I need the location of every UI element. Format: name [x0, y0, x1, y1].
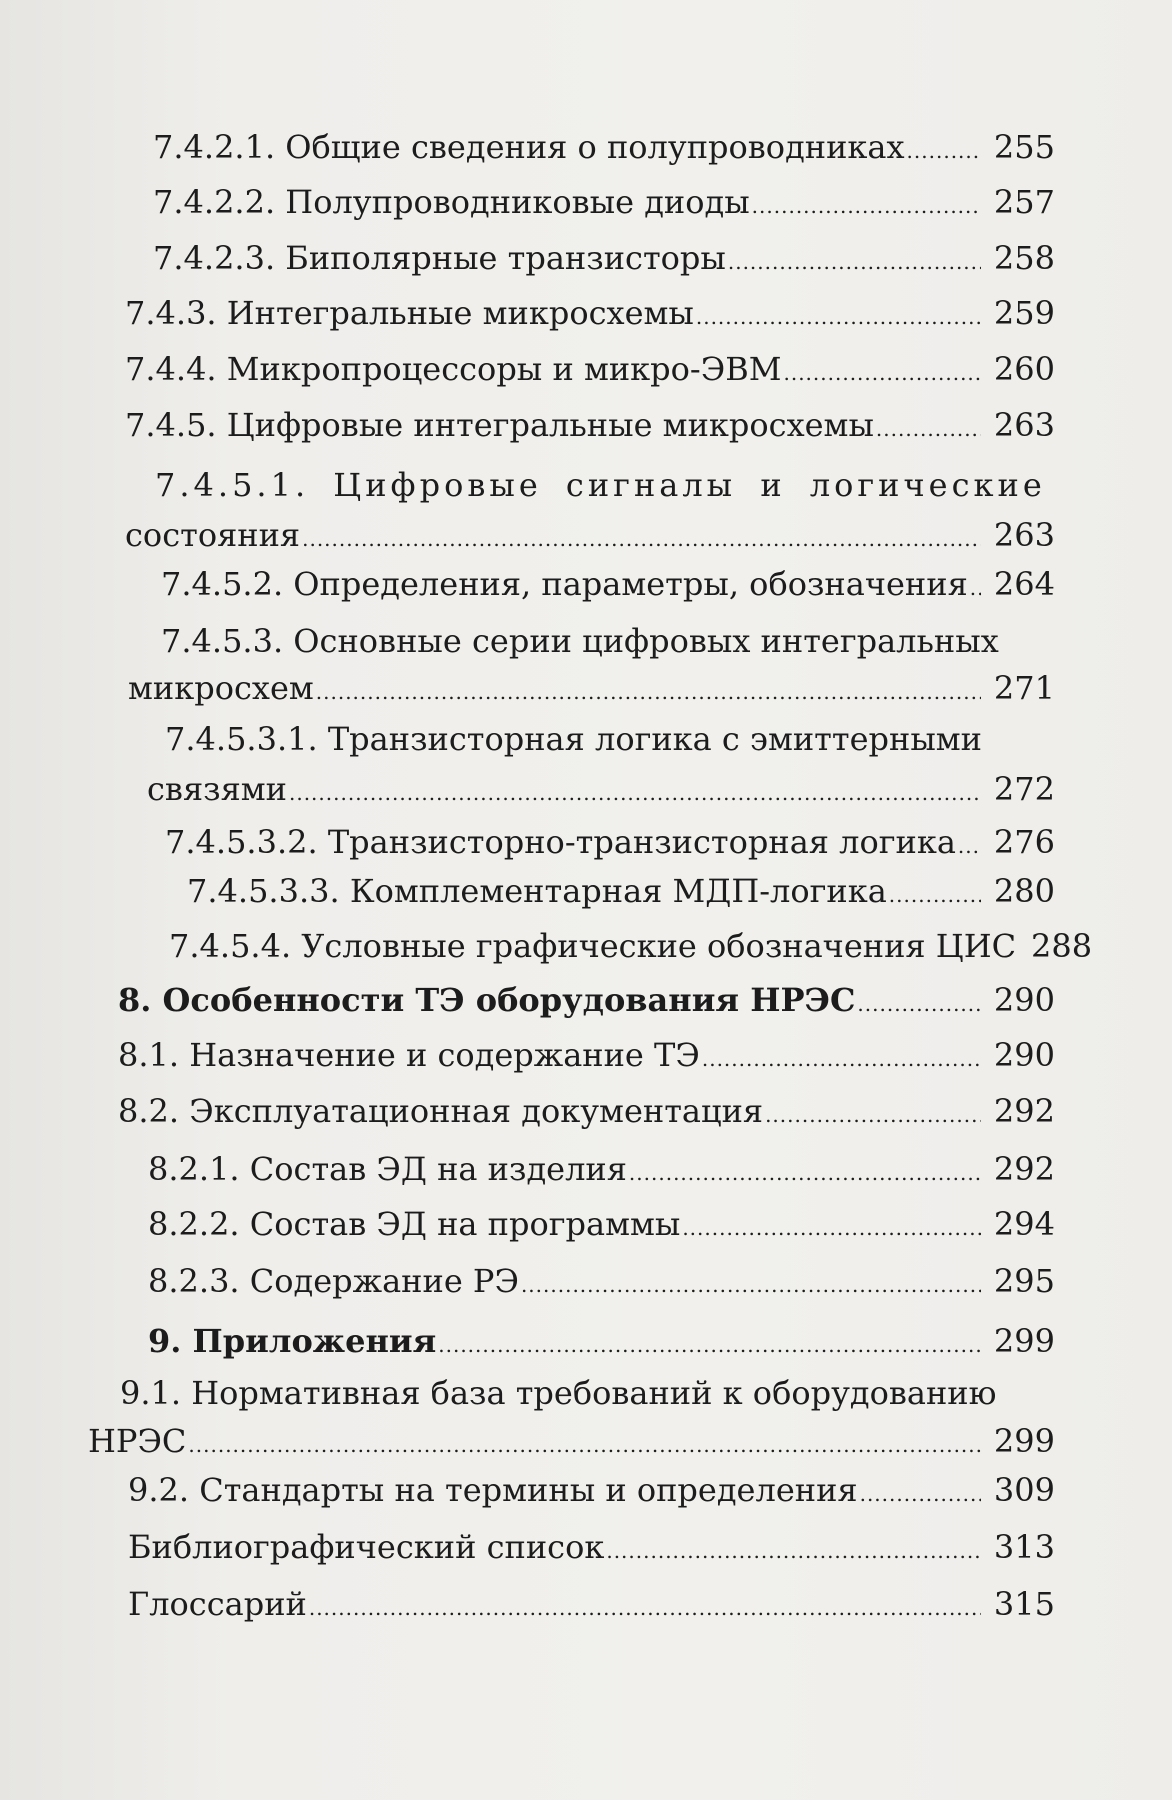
- toc-entry-first-line: 9.1. Нормативная база требований к оборудованию: [120, 1374, 997, 1412]
- toc-leader-dots: [970, 567, 981, 609]
- toc-leader-dots: [696, 296, 981, 338]
- toc-entry: [148, 1203, 1055, 1249]
- toc-page-number: 276: [993, 823, 1055, 861]
- toc-page-number: 295: [993, 1262, 1055, 1300]
- toc-page-number: 294: [993, 1205, 1055, 1243]
- toc-entry-first-line: 7.4.5.3. Основные серии цифровых интегральных: [161, 622, 999, 660]
- toc-page-number: 309: [993, 1471, 1055, 1509]
- toc-leader-dots: [606, 1530, 981, 1572]
- toc-entry-label: Библиографический список: [128, 1528, 605, 1566]
- toc-entry-label: 9.2. Стандарты на термины и определения: [128, 1471, 858, 1509]
- toc-entry-first-line: 7.4.5.1. Цифровые сигналы и логические: [155, 466, 1046, 504]
- toc-entry: [118, 1034, 1055, 1080]
- toc-leader-dots: [876, 408, 981, 450]
- toc-page-number: 299: [993, 1422, 1055, 1460]
- toc-entry-label: 8.2.1. Состав ЭД на изделия: [148, 1150, 627, 1188]
- toc-entry-label: 7.4.3. Интегральные микросхемы: [125, 294, 694, 332]
- toc-entry: [161, 563, 1055, 609]
- toc-entry: [153, 237, 1055, 283]
- toc-entry-label: НРЭС: [88, 1422, 187, 1460]
- toc-leader-dots: [309, 1587, 981, 1629]
- toc-entry: [125, 292, 1055, 338]
- toc-page-number: 292: [993, 1092, 1055, 1130]
- toc-entry-label: 8.2. Эксплуатационная документация: [118, 1092, 764, 1130]
- toc-page-number: 263: [993, 516, 1055, 554]
- toc-entry: [148, 1260, 1055, 1306]
- toc-entry-label: 8.2.3. Содержание РЭ: [148, 1262, 519, 1300]
- toc-chapter-entry: [118, 979, 1055, 1025]
- toc-leader-dots: [438, 1324, 981, 1366]
- toc-page-number: 271: [993, 669, 1055, 707]
- toc-entry-wrapped: [128, 620, 1055, 713]
- toc-page-number: 264: [993, 565, 1055, 603]
- toc-page-number: 290: [993, 981, 1055, 1019]
- toc-leader-dots: [682, 1207, 981, 1249]
- toc-entry-label: 7.4.2.2. Полупроводниковые диоды: [153, 183, 750, 221]
- toc-entry-label: 7.4.5.3.3. Комплементарная МДП-логика: [187, 872, 887, 910]
- toc-leader-dots: [302, 518, 981, 560]
- toc-leader-dots: [889, 874, 981, 916]
- toc-entry: [128, 1526, 1055, 1572]
- toc-leader-dots: [907, 130, 981, 172]
- toc-leader-dots: [958, 825, 981, 867]
- toc-leader-dots: [783, 352, 981, 394]
- toc-entry-label: 8. Особенности ТЭ оборудования НРЭС: [118, 981, 856, 1019]
- toc-leader-dots: [316, 671, 981, 713]
- toc-entry-label: 7.4.2.3. Биполярные транзисторы: [153, 239, 726, 277]
- toc-page-number: 292: [993, 1150, 1055, 1188]
- toc-entry-label: 7.4.5. Цифровые интегральные микросхемы: [125, 406, 874, 444]
- toc-entry: [169, 925, 1093, 971]
- toc-entry-label: микросхем: [128, 669, 314, 707]
- toc-leader-dots: [752, 185, 981, 227]
- toc-page-number: 258: [993, 239, 1055, 277]
- toc-entry: [187, 870, 1055, 916]
- toc-page-number: 290: [993, 1036, 1055, 1074]
- toc-entry-label: 7.4.5.4. Условные графические обозначения ЦИС: [169, 927, 1017, 965]
- toc-entry: [153, 181, 1055, 227]
- toc-leader-dots: [765, 1094, 981, 1136]
- toc-chapter-entry: [148, 1320, 1055, 1366]
- toc-leader-dots: [728, 241, 981, 283]
- toc-leader-dots: [857, 983, 981, 1025]
- toc-page-number: 259: [993, 294, 1055, 332]
- toc-entry: [128, 1469, 1055, 1515]
- toc-entry: [125, 348, 1055, 394]
- toc-page-number: 263: [993, 406, 1055, 444]
- toc-leader-dots: [860, 1473, 981, 1515]
- toc-leader-dots: [188, 1424, 981, 1466]
- toc-entry: [148, 1148, 1055, 1194]
- toc-entry: [153, 126, 1055, 172]
- toc-leader-dots: [629, 1152, 981, 1194]
- toc-leader-dots: [521, 1264, 981, 1306]
- toc-entry: [165, 821, 1055, 867]
- toc-entry-wrapped: [88, 1372, 1055, 1466]
- toc-page-number: 255: [993, 128, 1055, 166]
- toc-page-number: 280: [993, 872, 1055, 910]
- toc-entry-label: 7.4.2.1. Общие сведения о полупроводниках: [153, 128, 905, 166]
- toc-entry-label: 8.2.2. Состав ЭД на программы: [148, 1205, 681, 1243]
- toc-page-number: 315: [993, 1585, 1055, 1623]
- toc-entry-label: 9. Приложения: [148, 1322, 437, 1360]
- toc-leader-dots: [289, 772, 981, 814]
- toc-page-number: 313: [993, 1528, 1055, 1566]
- toc-entry-label: 7.4.5.3.2. Транзисторно-транзисторная логика: [165, 823, 956, 861]
- toc-entry-label: 7.4.5.2. Определения, параметры, обозначения: [161, 565, 968, 603]
- toc-entry-label: 7.4.4. Микропроцессоры и микро-ЭВМ: [125, 350, 782, 388]
- toc-page-number: 260: [993, 350, 1055, 388]
- toc-entry-label: состояния: [125, 516, 301, 554]
- toc-entry-label: связями: [147, 770, 287, 808]
- toc-entry-wrapped: [125, 464, 1055, 560]
- toc-entry: [128, 1583, 1055, 1629]
- toc-entry-label: 8.1. Назначение и содержание ТЭ: [118, 1036, 700, 1074]
- toc-entry-wrapped: [147, 718, 1055, 814]
- toc-leader-dots: [702, 1038, 981, 1080]
- toc-page-number: 257: [993, 183, 1055, 221]
- toc-entry: [118, 1090, 1055, 1136]
- toc-entry-first-line: 7.4.5.3.1. Транзисторная логика с эмиттерными: [165, 720, 982, 758]
- toc-entry: [125, 404, 1055, 450]
- toc-page-number: 288: [1031, 927, 1093, 965]
- toc-entry-label: Глоссарий: [128, 1585, 307, 1623]
- toc-page-number: 299: [993, 1322, 1055, 1360]
- toc-page-number: 272: [993, 770, 1055, 808]
